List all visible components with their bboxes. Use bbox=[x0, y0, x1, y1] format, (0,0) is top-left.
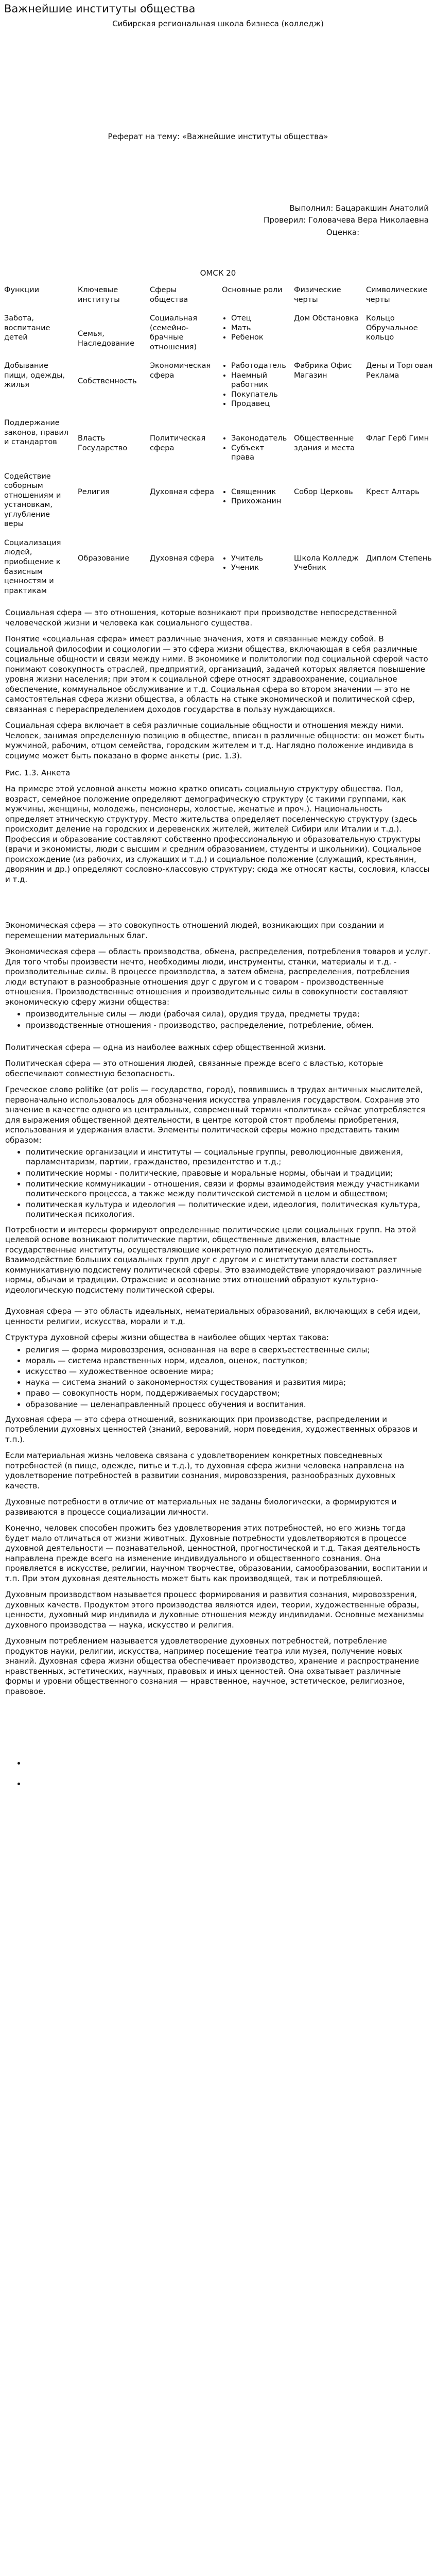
spiritual-paragraph: Духовным потреблением называется удовлетворение духовных потребностей, потребление продуктов науки, религии, искусства, например посещение театра или музея, получение новых знаний. Духовная сфера жизни общества обеспечивает производство, хранение и распространение нравственных, эстетических, научных, правовых и иных ценностей. Она охватывает различные формы и уровни общественного сознания — нравственное, научное, эстетическое, религиозное, правовое. bbox=[5, 1636, 420, 1696]
cell-symbolic: Деньги Торговая Реклама bbox=[366, 362, 433, 380]
role-item: • Ученик bbox=[231, 563, 288, 573]
role-item: • Субъект права bbox=[231, 444, 288, 463]
social-section bbox=[0, 608, 436, 885]
political-section bbox=[0, 1043, 436, 1295]
meta-reviewer bbox=[0, 215, 429, 225]
list-item: • политические организации и институты — социальные группы, революционные движения, парламентаризм, партии, гражданство, президентство и т.д.; bbox=[26, 1147, 431, 1167]
cell-sphere: Духовная сфера bbox=[150, 554, 214, 563]
empty-bullet bbox=[26, 1758, 436, 1779]
cell-function: Социализация людей, приобщение к базисным ценностям и практикам bbox=[4, 538, 61, 595]
economic-paragraph: Экономическая сфера — область производства, обмена, распределения, потребления товаров и услуг. Для того чтобы произвести нечто, необходимы люди, инструменты, станки, материалы и т.д. - производительные силы. В процессе производства, а затем обмена, распределения, потребления люди вступают в разнообразные отношения друг с другом и с товаром - производственные отношения. Производственные отношения и производительные силы в совокупности составляют экономическую сферу жизни общества: bbox=[5, 947, 431, 1007]
social-paragraph: На примере этой условной анкеты можно кратко описать социальную структуру общества. Пол, возраст, семейное положение определяют демографическую структуру (с такими группами, как мужчины, женщины, молодежь, пенсионеры, холостые, женатые и проч.). Национальность определяет этническую структуру. Место жительства определяет поселенческую структуру (здесь происходит деление на городских и деревенских жителей, жителей Сибири или Италии и т.д.). Профессия и образование составляют собственно профессиональную и образовательную структуры (врачи и экономисты, люди с высшим и средним образованием, студенты и школьники). Социальное происхождение (из рабочих, из служащих и т.д.) и социальное положение (служащий, крестьянин, дворянин и др.) определяют сословно-классовую структуру; сюда же относят касты, сословия, классы и т.д. bbox=[5, 784, 430, 884]
list-item: • политические нормы - политические, правовые и моральные нормы, обычаи и традиции; bbox=[26, 1168, 431, 1178]
cell-sphere: Политическая сфера bbox=[150, 434, 206, 452]
table-row bbox=[0, 359, 436, 416]
header-spheres: Сферы общества bbox=[150, 286, 188, 304]
school-name: Сибирская региональная школа бизнеса (колледж) bbox=[112, 19, 324, 28]
header-institutions: Ключевые институты bbox=[78, 286, 120, 304]
spiritual-paragraph: Духовным производством называется процесс формирования и развития сознания, мировоззрения, духовных качеств. Продуктом этого производства являются идеи, теории, художественные образы, ценности, духовный мир индивида и духовные отношения между индивидами. Основные механизмы духовного производства — наука, искусство и религия. bbox=[5, 1590, 424, 1630]
economic-heading: Экономическая сфера — это совокупность отношений людей, возникающих при создании и перемещении материальных благ. bbox=[5, 921, 384, 940]
meta-reviewer-label: Проверил: bbox=[264, 215, 306, 225]
empty-bullet bbox=[26, 1779, 436, 1800]
role-item: • Учитель bbox=[231, 554, 288, 564]
cell-symbolic: Кольцо Обручальное кольцо bbox=[366, 314, 418, 342]
cell-roles bbox=[218, 470, 290, 536]
social-paragraph: Социальная сфера включает в себя различные социальные общности и отношения между ними. Человек, занимая определенную позицию в обществе, вписан в различные общности: он может быть мужчиной, рабочим, отцом семейства, городским жителем и т.д. Наглядно положение индивида в социуме может быть показано в форме анкеты (рис. 1.3). bbox=[5, 721, 424, 760]
list-item: • политические коммуникации - отношения, связи и формы взаимодействия между участниками политического процесса, а также между политической системой в целом и обществом; bbox=[26, 1179, 431, 1199]
role-item: • Прихожанин bbox=[231, 497, 288, 506]
list-item: • искусство — художественное освоение мира; bbox=[26, 1367, 431, 1377]
cell-institutions: Религия bbox=[78, 487, 110, 496]
role-item: • Законодатель bbox=[231, 434, 288, 444]
cell-institutions: Образование bbox=[78, 554, 130, 563]
table-row bbox=[0, 312, 436, 359]
cell-physical: Фабрика Офис Магазин bbox=[294, 362, 352, 380]
social-paragraph: Понятие «социальная сфера» имеет различные значения, хотя и связанные между собой. В социальной философии и социологии — это сфера жизни общества, включающая в себя различные социальные общности и связи между ними. В экономике и политологии под социальной сферой часто понимают совокупность отраслей, предприятий, организаций, задачей которых является повышение уровня жизни населения; при этом к социальной сфере относят здравоохранение, социальное обеспечение, коммунальное обслуживание и т.д. Социальная сфера во втором значении — это не самостоятельная сфера жизни общества, а область на стыке экономической и политической сфер, связанная с перераспределением доходов государства в пользу нуждающихся. bbox=[5, 634, 428, 714]
list-item: • право — совокупность норм, поддерживаемых государством; bbox=[26, 1388, 431, 1398]
header-roles: Основные роли bbox=[222, 286, 283, 294]
spiritual-section bbox=[0, 1307, 436, 1697]
report-meta bbox=[0, 204, 436, 238]
spiritual-heading: Духовная сфера — это область идеальных, нематериальных образований, включающих в себя идеи, ценности религии, искусства, морали и т.д. bbox=[5, 1307, 421, 1326]
role-item: • Мать bbox=[231, 324, 288, 333]
meta-grade bbox=[0, 228, 429, 238]
spiritual-paragraph: Если материальная жизнь человека связана с удовлетворением конкретных повседневных потребностей (в пище, одежде, питье и т.д.), то духовная сфера жизни человека направлена на удовлетворение потребностей в развитии сознания, мировоззрения, разнообразных духовных качеств. bbox=[5, 1451, 405, 1490]
institutions-table bbox=[0, 283, 436, 603]
role-item: • Работодатель bbox=[231, 361, 288, 371]
meta-reviewer-value: Головачева Вера Николаевна bbox=[308, 215, 429, 225]
table-row bbox=[0, 536, 436, 603]
figure-caption: Рис. 1.3. Анкета bbox=[5, 768, 71, 778]
economic-list bbox=[15, 1009, 431, 1030]
cell-function: Содействие соборным отношениям и установкам, углубление веры bbox=[4, 472, 61, 529]
cell-institutions: Собственность bbox=[78, 377, 137, 386]
cell-institutions: Семья, Наследование bbox=[78, 330, 135, 348]
spiritual-list bbox=[15, 1345, 431, 1410]
cell-function: Добывание пищи, одежды, жилья bbox=[4, 362, 65, 389]
cell-physical: Дом Обстановка bbox=[294, 314, 359, 323]
role-item: • Священник bbox=[231, 487, 288, 497]
table-header-row bbox=[0, 283, 436, 312]
spiritual-paragraph: Конечно, человек способен прожить без удовлетворения этих потребностей, но его жизнь тогда будет мало отличаться от жизни животных. Духовные потребности удовлетворяются в процессе духовной деятельности — познавательной, ценностной, прогностической и т.д. Такая деятельность направлена прежде всего на изменение индивидуального и общественного сознания. Она проявляется в искусстве, религии, научном творчестве, образовании, самообразовании, воспитании и т.п. При этом духовная деятельность может быть как производящей, так и потребляющей. bbox=[5, 1523, 428, 1583]
cell-symbolic: Крест Алтарь bbox=[366, 487, 420, 496]
cell-physical: Общественные здания и места bbox=[294, 434, 355, 452]
role-item: • Продавец bbox=[231, 399, 288, 409]
report-subject: Реферат на тему: «Важнейшие институты общества» bbox=[108, 132, 328, 142]
economic-section bbox=[0, 921, 436, 1030]
cell-physical: Собор Церковь bbox=[294, 487, 353, 496]
spiritual-paragraph: Структура духовной сферы жизни общества в наиболее общих чертах такова: bbox=[5, 1333, 329, 1343]
cell-function: Поддержание законов, правил и стандартов bbox=[4, 419, 69, 447]
table-row bbox=[0, 416, 436, 470]
cell-sphere: Экономическая сфера bbox=[150, 362, 211, 380]
political-list bbox=[15, 1147, 431, 1219]
list-item: • наука — система знаний о закономерностях существования и развития мира; bbox=[26, 1378, 431, 1387]
meta-grade-label: Оценка: bbox=[326, 227, 360, 237]
social-paragraph: Социальная сфера — это отношения, которые возникают при производстве непосредственной человеческой жизни и человека как социального существа. bbox=[5, 608, 397, 628]
header-functions: Функции bbox=[4, 286, 40, 294]
role-item: • Отец bbox=[231, 314, 288, 324]
cell-physical: Школа Колледж Учебник bbox=[294, 554, 359, 572]
cell-institutions: Власть Государство bbox=[78, 434, 128, 452]
cell-sphere: Социальная (семейно-брачные отношения) bbox=[150, 314, 198, 351]
cell-symbolic: Флаг Герб Гимн bbox=[366, 434, 429, 443]
spiritual-paragraph: Духовная сфера — это сфера отношений, возникающих при производстве, распределении и потреблении духовных ценностей (знаний, верований, норм поведения, художественных образов и т.п.). bbox=[5, 1414, 418, 1444]
political-heading: Политическая сфера — одна из наиболее важных сфер общественной жизни. bbox=[5, 1042, 326, 1052]
empty-bullet-list bbox=[15, 1758, 436, 1800]
role-item: • Наемный работник bbox=[231, 371, 288, 390]
cell-roles bbox=[218, 359, 290, 416]
list-item: • производственные отношения - производство, распределение, потребление, обмен. bbox=[26, 1021, 431, 1030]
political-paragraph: Греческое слово politike (от polis — государство, город), появившись в трудах античных мыслителей, первоначально использовалось для обозначения искусства управления государством. Сохранив это значение в качестве одного из центральных, современный термин «политика» сейчас употребляется для выражения общественной деятельности, в центре которой стоят проблемы приобретения, использования и удержания власти. Элементы политической сферы можно представить таким образом: bbox=[5, 1085, 426, 1145]
role-item: • Покупатель bbox=[231, 390, 288, 400]
list-item: • образование — целенаправленный процесс обучения и воспитания. bbox=[26, 1400, 431, 1410]
meta-author-value: Бацаракшин Анатолий bbox=[336, 204, 429, 213]
list-item: • мораль — система нравственных норм, идеалов, оценок, поступков; bbox=[26, 1356, 431, 1366]
role-item: • Ребенок bbox=[231, 333, 288, 343]
cell-function: Забота, воспитание детей bbox=[4, 314, 50, 342]
list-item: • религия — форма мировоззрения, основанная на вере в сверхъестественные силы; bbox=[26, 1345, 431, 1355]
meta-author bbox=[0, 204, 429, 213]
list-item: • политическая культура и идеология — политические идеи, идеология, политическая культура, политическая психология. bbox=[26, 1200, 431, 1219]
table-row bbox=[0, 470, 436, 536]
document-title: Важнейшие институты общества bbox=[4, 3, 196, 15]
political-paragraph: Потребности и интересы формируют определенные политические цели социальных групп. На этой целевой основе возникают политические партии, общественные движения, властные государственные институты, осуществляющие конкретную политическую деятельность. Взаимодействие больших социальных групп друг с другом и с институтами власти составляет коммуникативную подсистему политической сферы. Это взаимодействие упорядочивают различные нормы, обычаи и традиции. Отражение и осознание этих отношений образуют культурно-идеологическую подсистему политической сферы. bbox=[5, 1225, 422, 1295]
list-item: • производительные силы — люди (рабочая сила), орудия труда, предметы труда; bbox=[26, 1009, 431, 1019]
header-symbolic: Символические черты bbox=[366, 286, 428, 304]
political-paragraph: Политическая сфера — это отношения людей, связанные прежде всего с властью, которые обеспечивают совместную безопасность. bbox=[5, 1059, 383, 1078]
cell-sphere: Духовная сфера bbox=[150, 487, 214, 496]
meta-author-label: Выполнил: bbox=[289, 204, 334, 213]
cell-roles bbox=[218, 312, 290, 359]
cell-roles bbox=[218, 536, 290, 603]
city-year: ОМСК 20 bbox=[200, 268, 236, 278]
cell-roles bbox=[218, 416, 290, 470]
cell-symbolic: Диплом Степень bbox=[366, 554, 432, 563]
header-physical: Физические черты bbox=[294, 286, 341, 304]
spiritual-paragraph: Духовные потребности в отличие от материальных не заданы биологически, а формируются и развиваются в процессе социализации личности. bbox=[5, 1497, 397, 1517]
